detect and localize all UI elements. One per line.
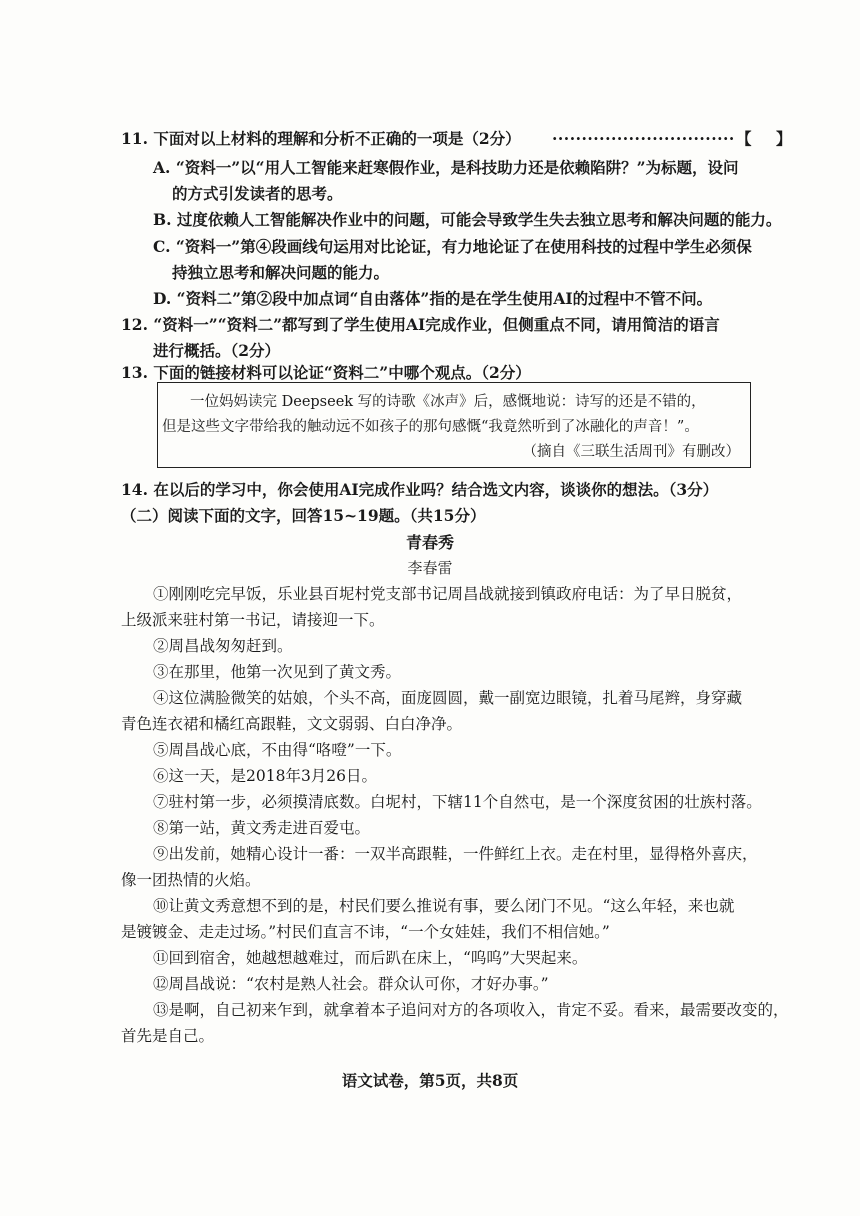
link-material-source: （摘自《三联生活周刊》有删改） xyxy=(522,444,740,460)
link-material-line1: 一位妈妈读完 Deepseek 写的诗歌《冰声》后，感慨地说：诗写的还是不错的， xyxy=(190,394,706,410)
q11-bracket-open: 【 xyxy=(736,129,752,148)
paragraph-line: 首先是自己。 xyxy=(121,1027,215,1045)
paragraph-line: ⑦驻村第一步，必须摸清底数。白坭村，下辖11个自然屯，是一个深度贫困的壮族村落。 xyxy=(153,793,762,811)
q11-option-a-line2: 的方式引发读者的思考。 xyxy=(172,184,343,203)
paragraph-line: 青色连衣裙和橘红高跟鞋，文文弱弱、白白净净。 xyxy=(121,715,463,733)
paragraph-line: ②周昌战匆匆赶到。 xyxy=(153,637,293,655)
paragraph-line: ⑨出发前，她精心设计一番：一双半高跟鞋，一件鲜红上衣。走在村里，显得格外喜庆， xyxy=(153,845,758,863)
q11-option-c-line2: 持独立思考和解决问题的能力。 xyxy=(172,263,390,282)
article-title: 青春秀 xyxy=(405,533,454,552)
paragraph-line: ④这位满脸微笑的姑娘，个头不高，面庞圆圆，戴一副宽边眼镜，扎着马尾辫，身穿藏 xyxy=(153,689,743,707)
q11-option-b: B. 过度依赖人工智能解决作业中的问题，可能会导致学生失去独立思考和解决问题的能力。 xyxy=(153,210,782,229)
paragraph-line: ⑤周昌战心底，不由得“咯噔”一下。 xyxy=(153,741,402,759)
page-footer: 语文试卷，第5页，共8页 xyxy=(341,1071,519,1090)
paragraph-line: ⑥这一天，是2018年3月26日。 xyxy=(153,767,378,785)
q11-option-c-line1: C. “资料一”第④段画线句运用对比论证，有力地论证了在使用科技的过程中学生必须保 xyxy=(153,237,752,256)
q14-stem: 14. 在以后的学习中，你会使用AI完成作业吗？结合选文内容，谈谈你的想法。（3分） xyxy=(121,480,719,499)
q12-line1: 12. “资料一”“资料二”都写到了学生使用AI完成作业，但侧重点不同，请用简洁的语言 xyxy=(121,315,720,334)
paragraph-line: 是镀镀金、走走过场。”村民们直言不讳，“一个女娃娃，我们不相信她。” xyxy=(121,923,610,941)
section2-heading: （二）阅读下面的文字，回答15~19题。（共15分） xyxy=(121,506,486,525)
q11-dots: ······························· xyxy=(552,129,735,148)
article-author: 李春雷 xyxy=(407,559,453,577)
paragraph-line: ①刚刚吃完早饭，乐业县百坭村党支部书记周昌战就接到镇政府电话：为了早日脱贫， xyxy=(153,585,743,603)
q11-option-d: D. “资料二”第②段中加点词“自由落体”指的是在学生使用AI的过程中不管不问。 xyxy=(153,289,713,308)
link-material-box xyxy=(157,382,751,468)
paragraph-line: ③在那里，他第一次见到了黄文秀。 xyxy=(153,663,402,681)
paragraph-line: ⑪回到宿舍，她越想越难过，而后趴在床上，“呜呜”大哭起来。 xyxy=(153,949,588,967)
paragraph-line: ⑬是啊，自己初来乍到，就拿着本子追问对方的各项收入，肯定不妥。看来，最需要改变的， xyxy=(153,1001,789,1019)
paragraph-line: 像一团热情的火焰。 xyxy=(121,871,261,889)
paragraph-line: ⑩让黄文秀意想不到的是，村民们要么推说有事，要么闭门不见。“这么年轻，来也就 xyxy=(153,897,735,915)
paragraph-line: ⑧第一站，黄文秀走进百爱屯。 xyxy=(153,819,371,837)
q12-line2: 进行概括。（2分） xyxy=(153,341,281,360)
q11-bracket-close: 】 xyxy=(776,129,792,148)
q13-stem: 13. 下面的链接材料可以论证“资料二”中哪个观点。（2分） xyxy=(121,363,531,382)
paragraph-line: 上级派来驻村第一书记，请接迎一下。 xyxy=(121,611,385,629)
link-material-line2: 但是这些文字带给我的触动远不如孩子的那句感慨“我竟然听到了冰融化的声音！”。 xyxy=(162,419,699,435)
q11-option-a-line1: A. “资料一”以“用人工智能来赶寒假作业，是科技助力还是依赖陷阱？”为标题，设问 xyxy=(153,158,739,177)
q11-stem: 11. 下面对以上材料的理解和分析不正确的一项是（2分） xyxy=(121,129,521,148)
paragraph-line: ⑫周昌战说：“农村是熟人社会。群众认可你，才好办事。” xyxy=(153,975,549,993)
